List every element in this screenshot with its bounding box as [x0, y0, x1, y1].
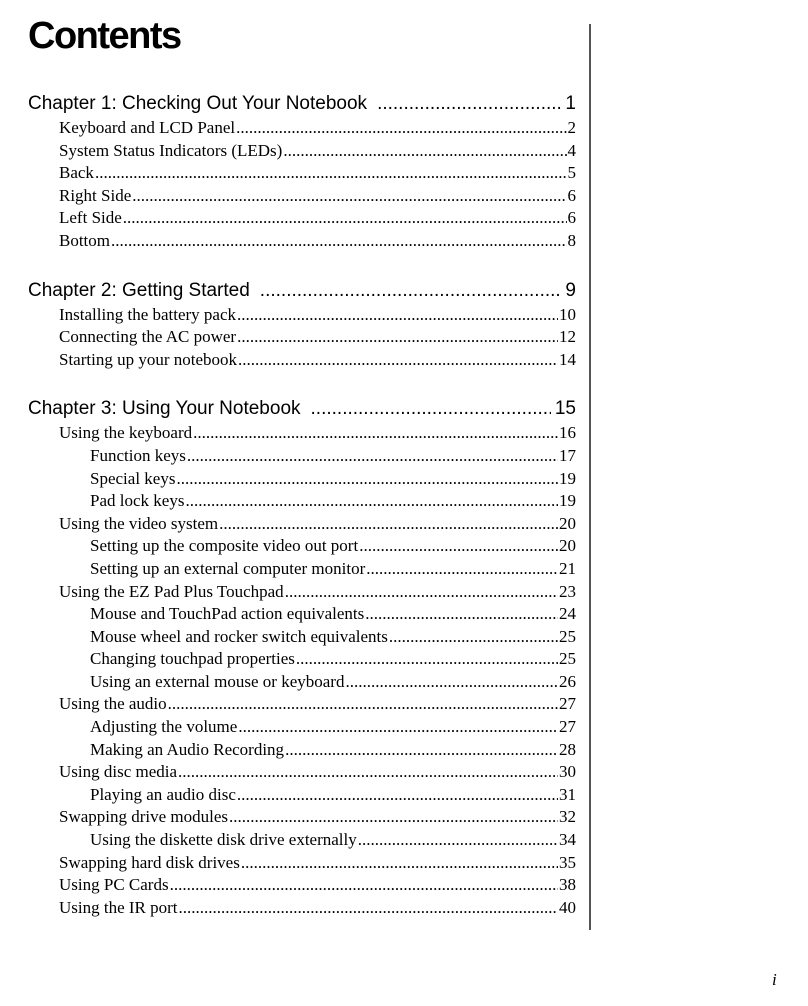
- chapter-heading[interactable]: [28, 90, 576, 117]
- entry-title: Mouse and TouchPad action equivalents: [90, 604, 365, 624]
- entry-title: Using the audio: [59, 694, 167, 714]
- chapter-block: [28, 395, 576, 919]
- page-ref: 30: [559, 762, 576, 782]
- dot-leader: [132, 185, 566, 208]
- toc-section-entry[interactable]: [28, 693, 576, 716]
- toc-section-entry[interactable]: [28, 326, 576, 349]
- entry-title: Keyboard and LCD Panel: [59, 118, 236, 137]
- entry-title: Using an external mouse or keyboard: [90, 671, 345, 691]
- dot-leader: [359, 535, 558, 558]
- page-ref: 4: [567, 140, 576, 160]
- entry-title: Special keys: [90, 468, 176, 488]
- toc-section-entry[interactable]: [28, 852, 576, 875]
- toc-section-entry[interactable]: [28, 140, 576, 163]
- dot-leader: [389, 626, 558, 649]
- dot-leader: [236, 117, 566, 140]
- chapter-heading[interactable]: [28, 395, 576, 422]
- page-ref: 38: [559, 875, 576, 895]
- entry-title: Using PC Cards: [59, 875, 169, 895]
- dot-leader: [219, 513, 558, 536]
- entry-title: Using disc media: [59, 762, 178, 782]
- page-ref: 25: [559, 626, 576, 646]
- toc-section-entry[interactable]: [28, 806, 576, 829]
- page-ref: 9: [565, 279, 576, 301]
- page-number: i: [772, 970, 777, 989]
- toc-section-entry[interactable]: [28, 422, 576, 445]
- chapter-block: [28, 90, 576, 253]
- toc-subsection-entry[interactable]: [28, 716, 576, 739]
- page-ref: 5: [567, 163, 576, 183]
- page-ref: 28: [559, 739, 576, 759]
- dot-leader: [365, 603, 558, 626]
- page-ref: 10: [559, 304, 576, 324]
- page-ref: 12: [559, 327, 576, 347]
- entry-title: Back: [59, 163, 94, 183]
- page-ref: 2: [567, 118, 576, 137]
- page-ref: 34: [559, 830, 576, 850]
- page-ref: 20: [559, 513, 576, 533]
- entry-title: Swapping drive modules: [59, 807, 229, 827]
- toc-subsection-entry[interactable]: [28, 535, 576, 558]
- toc-section-entry[interactable]: [28, 874, 576, 897]
- toc-subsection-entry[interactable]: [28, 648, 576, 671]
- toc-section-entry[interactable]: [28, 513, 576, 536]
- entry-title: Right Side: [59, 185, 132, 205]
- toc-subsection-entry[interactable]: [28, 603, 576, 626]
- toc-subsection-entry[interactable]: [28, 784, 576, 807]
- dot-leader: [193, 422, 558, 445]
- page-title: Contents: [28, 15, 181, 57]
- page-ref: 8: [567, 230, 576, 250]
- page-ref: 24: [559, 604, 576, 624]
- entry-title: Mouse wheel and rocker switch equivalents: [90, 626, 388, 646]
- page-ref: 35: [559, 852, 576, 872]
- dot-leader: [187, 445, 558, 468]
- dot-leader: [377, 90, 561, 117]
- entry-title: Using the EZ Pad Plus Touchpad: [59, 581, 284, 601]
- toc-subsection-entry[interactable]: [28, 739, 576, 762]
- toc-subsection-entry[interactable]: [28, 468, 576, 491]
- dot-leader: [179, 897, 558, 920]
- dot-leader: [238, 716, 558, 739]
- dot-leader: [358, 829, 558, 852]
- dot-leader: [366, 558, 558, 581]
- entry-title: Using the diskette disk drive externally: [90, 830, 357, 850]
- dot-leader: [237, 326, 558, 349]
- toc-section-entry[interactable]: [28, 761, 576, 784]
- toc-subsection-entry[interactable]: [28, 829, 576, 852]
- page-ref: 21: [559, 558, 576, 578]
- dot-leader: [238, 349, 558, 372]
- entry-title: Using the keyboard: [59, 423, 193, 443]
- dot-leader: [185, 490, 558, 513]
- page-ref: 40: [559, 897, 576, 917]
- toc-section-entry[interactable]: [28, 304, 576, 327]
- entry-title: Function keys: [90, 445, 186, 465]
- dot-leader: [178, 761, 558, 784]
- dot-leader: [285, 581, 558, 604]
- entry-title: Installing the battery pack: [59, 304, 237, 324]
- page-ref: 25: [559, 649, 576, 669]
- entry-title: Setting up an external computer monitor: [90, 558, 366, 578]
- vertical-rule: [589, 24, 591, 930]
- page-ref: 6: [567, 208, 576, 228]
- toc-subsection-entry[interactable]: [28, 671, 576, 694]
- entry-title: Setting up the composite video out port: [90, 536, 359, 556]
- page-ref: 14: [559, 349, 576, 369]
- dot-leader: [123, 207, 567, 230]
- dot-leader: [176, 468, 558, 491]
- toc-subsection-entry[interactable]: [28, 626, 576, 649]
- dot-leader: [296, 648, 558, 671]
- entry-title: Starting up your notebook: [59, 349, 238, 369]
- page-ref: 20: [559, 536, 576, 556]
- dot-leader: [260, 277, 562, 304]
- dot-leader: [285, 739, 558, 762]
- dot-leader: [237, 304, 558, 327]
- entry-title: Left Side: [59, 208, 122, 228]
- entry-title: Using the video system: [59, 513, 219, 533]
- chapter-block: [28, 277, 576, 372]
- page-ref: 27: [559, 717, 576, 737]
- entry-title: Making an Audio Recording: [90, 739, 285, 759]
- entry-title: Connecting the AC power: [59, 327, 237, 347]
- dot-leader: [345, 671, 558, 694]
- dot-leader: [241, 852, 558, 875]
- entry-title: Playing an audio disc: [90, 784, 236, 804]
- toc-subsection-entry[interactable]: [28, 558, 576, 581]
- entry-title: Changing touchpad properties: [90, 649, 295, 669]
- toc-subsection-entry[interactable]: [28, 490, 576, 513]
- dot-leader: [170, 874, 558, 897]
- page-ref: 6: [567, 185, 576, 205]
- page-ref: 17: [559, 445, 576, 465]
- toc-section-entry[interactable]: [28, 230, 576, 253]
- entry-title: Adjusting the volume: [90, 717, 238, 737]
- dot-leader: [283, 140, 566, 163]
- page-ref: 19: [559, 468, 576, 488]
- page-ref: 26: [559, 671, 576, 691]
- page-ref: 1: [565, 93, 576, 114]
- toc-section-entry[interactable]: [28, 207, 576, 230]
- entry-title: System Status Indicators (LEDs): [59, 140, 283, 160]
- toc-subsection-entry[interactable]: [28, 445, 576, 468]
- toc-section-entry[interactable]: [28, 117, 576, 140]
- dot-leader: [229, 806, 558, 829]
- dot-leader: [95, 162, 567, 185]
- dot-leader: [168, 693, 558, 716]
- entry-title: Swapping hard disk drives: [59, 852, 240, 872]
- toc-section-entry[interactable]: [28, 185, 576, 208]
- entry-title: Pad lock keys: [90, 491, 185, 511]
- dot-leader: [237, 784, 558, 807]
- dot-leader: [111, 230, 566, 253]
- page-ref: 16: [559, 423, 576, 443]
- table-of-contents: [28, 90, 576, 919]
- page-ref: 19: [559, 491, 576, 511]
- toc-section-entry[interactable]: [28, 581, 576, 604]
- entry-title: Bottom: [59, 230, 111, 250]
- page-ref: 31: [559, 784, 576, 804]
- page-ref: 32: [559, 807, 576, 827]
- toc-section-entry[interactable]: [28, 162, 576, 185]
- entry-title: Chapter 1: Checking Out Your Notebook: [28, 93, 368, 114]
- entry-title: Chapter 3: Using Your Notebook: [28, 398, 301, 420]
- page-ref: 23: [559, 581, 576, 601]
- chapter-heading[interactable]: [28, 277, 576, 304]
- dot-leader: [311, 395, 551, 422]
- page-ref: 15: [554, 398, 576, 420]
- page-ref: 27: [559, 694, 576, 714]
- entry-title: Using the IR port: [59, 897, 178, 917]
- toc-section-entry[interactable]: [28, 349, 576, 372]
- toc-section-entry[interactable]: [28, 897, 576, 920]
- entry-title: Chapter 2: Getting Started: [28, 279, 250, 301]
